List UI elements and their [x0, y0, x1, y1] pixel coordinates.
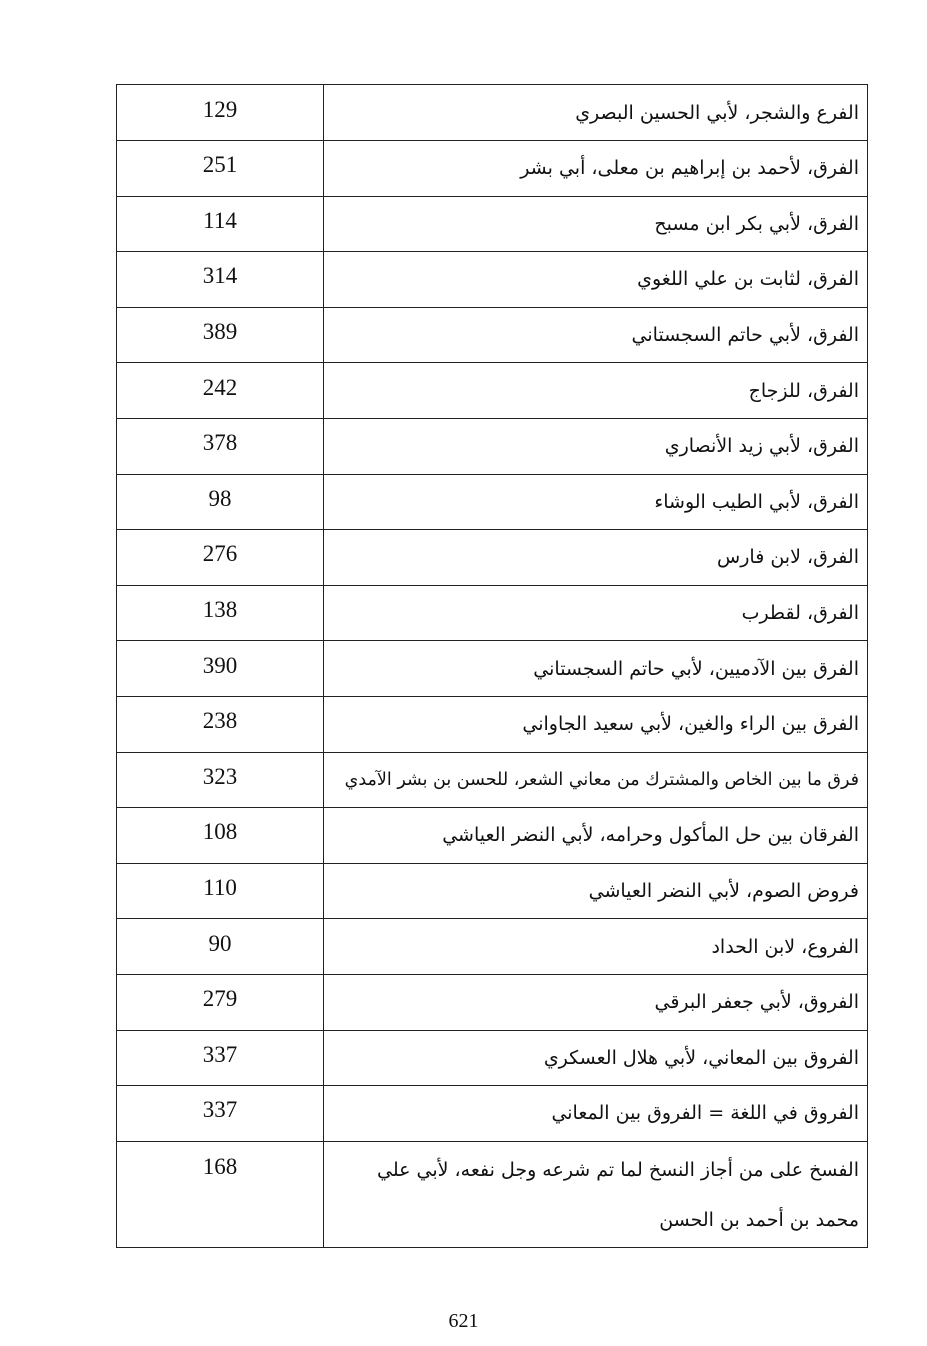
- book-title: الفسخ على من أجاز النسخ لما تم شرعه وجل نفعه، لأبي علي محمد بن أحمد بن الحسن: [324, 1141, 868, 1247]
- table-row: [117, 752, 868, 808]
- book-title: الفروق في اللغة = الفروق بين المعاني: [324, 1086, 868, 1142]
- table-row: [117, 1141, 868, 1247]
- table-row: [117, 919, 868, 975]
- table-row: [117, 1030, 868, 1086]
- page-ref: 337: [117, 1030, 324, 1086]
- table-row: [117, 808, 868, 864]
- book-title: الفرق بين الآدميين، لأبي حاتم السجستاني: [324, 641, 868, 697]
- book-title: الفرق، لأحمد بن إبراهيم بن معلى، أبي بشر: [324, 141, 868, 197]
- table-row: [117, 196, 868, 252]
- table-row: [117, 530, 868, 586]
- table-row: [117, 696, 868, 752]
- table-row: [117, 307, 868, 363]
- page-ref: 279: [117, 974, 324, 1030]
- book-title: الفرق، لقطرب: [324, 585, 868, 641]
- book-title: الفرق، لأبي الطيب الوشاء: [324, 474, 868, 530]
- page-ref: 108: [117, 808, 324, 864]
- book-title: الفرق، لأبي زيد الأنصاري: [324, 418, 868, 474]
- page-ref: 242: [117, 363, 324, 419]
- table-row: [117, 474, 868, 530]
- table-row: [117, 974, 868, 1030]
- page-ref: 276: [117, 530, 324, 586]
- book-title: الفرق بين الراء والغين، لأبي سعيد الجاواني: [324, 696, 868, 752]
- book-title: فروض الصوم، لأبي النضر العياشي: [324, 863, 868, 919]
- book-title: الفرع والشجر، لأبي الحسين البصري: [324, 85, 868, 141]
- table-row: [117, 141, 868, 197]
- table-row: [117, 363, 868, 419]
- page-ref: 314: [117, 252, 324, 308]
- page-ref: 251: [117, 141, 324, 197]
- book-title: الفروع، لابن الحداد: [324, 919, 868, 975]
- page-ref: 98: [117, 474, 324, 530]
- table-row: [117, 641, 868, 697]
- page-ref: 390: [117, 641, 324, 697]
- page-ref: 238: [117, 696, 324, 752]
- page-ref: 90: [117, 919, 324, 975]
- book-title: الفروق، لأبي جعفر البرقي: [324, 974, 868, 1030]
- page-ref: 138: [117, 585, 324, 641]
- book-title: الفرق، لأبي حاتم السجستاني: [324, 307, 868, 363]
- page-ref: 389: [117, 307, 324, 363]
- table-row: [117, 1086, 868, 1142]
- book-title: الفرق، لثابت بن علي اللغوي: [324, 252, 868, 308]
- table-row: [117, 85, 868, 141]
- index-table: [116, 84, 868, 1248]
- page-ref: 337: [117, 1086, 324, 1142]
- page-ref: 129: [117, 85, 324, 141]
- table-row: [117, 252, 868, 308]
- table-row: [117, 585, 868, 641]
- page-ref: 168: [117, 1141, 324, 1247]
- page-ref: 110: [117, 863, 324, 919]
- book-title: الفرق، لابن فارس: [324, 530, 868, 586]
- table-row: [117, 863, 868, 919]
- book-title: الفرقان بين حل المأكول وحرامه، لأبي النضر العياشي: [324, 808, 868, 864]
- book-title: الفرق، للزجاج: [324, 363, 868, 419]
- page-ref: 114: [117, 196, 324, 252]
- page-number: 621: [448, 1310, 479, 1332]
- book-title: الفروق بين المعاني، لأبي هلال العسكري: [324, 1030, 868, 1086]
- page-ref: 378: [117, 418, 324, 474]
- book-title: فرق ما بين الخاص والمشترك من معاني الشعر، للحسن بن بشر الآمدي: [324, 752, 868, 808]
- book-title: الفرق، لأبي بكر ابن مسبح: [324, 196, 868, 252]
- table-row: [117, 418, 868, 474]
- page-ref: 323: [117, 752, 324, 808]
